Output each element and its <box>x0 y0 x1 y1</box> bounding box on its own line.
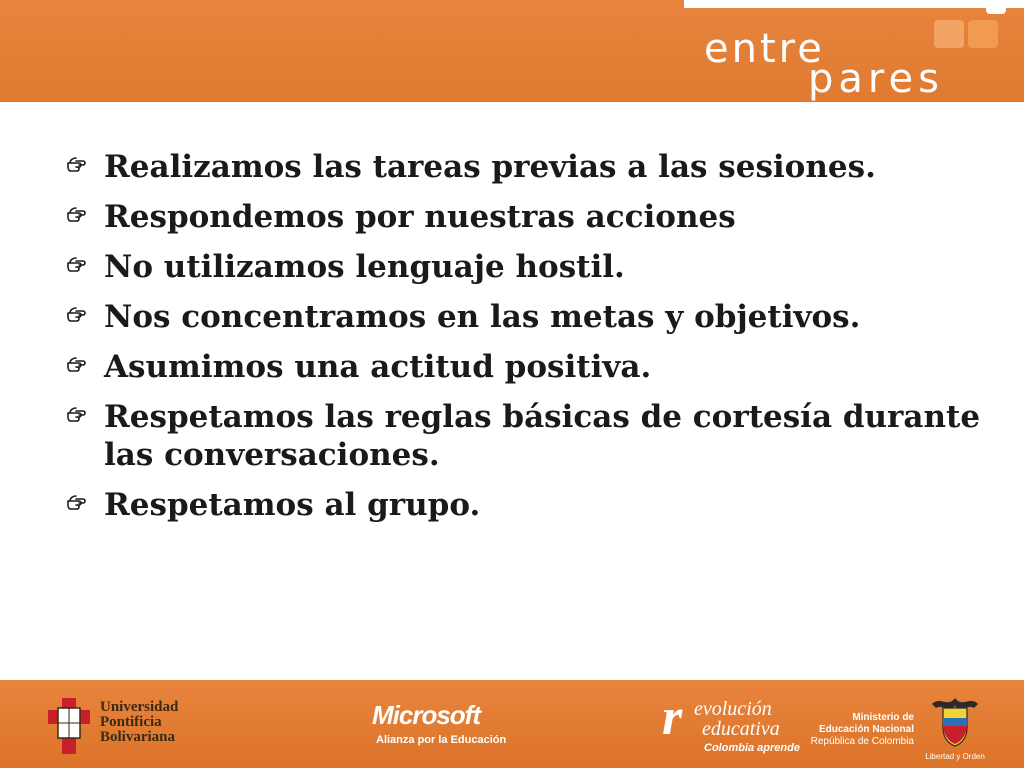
bullet-text: Asumimos una actitud positiva. <box>104 349 652 385</box>
logo-word-pares: pares <box>808 56 944 102</box>
revolucion-logo-line2: educativa <box>702 718 780 740</box>
microsoft-subtitle: Alianza por la Educación <box>376 734 507 746</box>
list-item <box>62 486 982 524</box>
upb-logo-text: Universidad Pontificia Bolivariana <box>100 699 179 745</box>
logo-white-tab <box>986 0 1006 14</box>
list-item <box>62 248 982 286</box>
microsoft-logo: Microsoft <box>372 700 480 730</box>
header-bar <box>0 0 1024 102</box>
pointing-hand-icon <box>66 252 90 276</box>
list-item <box>62 148 982 186</box>
list-item <box>62 298 982 336</box>
bullet-list <box>62 148 982 536</box>
pointing-hand-icon <box>66 402 90 426</box>
coat-of-arms-icon <box>928 694 982 752</box>
list-item <box>62 348 982 386</box>
list-item <box>62 398 982 474</box>
upb-crest-icon <box>44 696 94 756</box>
bullet-text: No utilizamos lenguaje hostil. <box>104 249 625 285</box>
pointing-hand-icon <box>66 302 90 326</box>
list-item <box>62 198 982 236</box>
bullet-text: Nos concentramos en las metas y objetivos. <box>104 299 861 335</box>
pointing-hand-icon <box>66 490 90 514</box>
revolucion-logo-letter: r <box>662 689 683 746</box>
coat-of-arms-motto: Libertad y Orden <box>925 752 985 761</box>
revolucion-subtitle: Colombia aprende <box>704 742 800 754</box>
bullet-text: Respondemos por nuestras acciones <box>104 199 736 235</box>
pointing-hand-icon <box>66 352 90 376</box>
pointing-hand-icon <box>66 202 90 226</box>
bullet-text: Respetamos las reglas básicas de cortesía durante las conversaciones. <box>104 399 981 473</box>
bullet-text: Respetamos al grupo. <box>104 487 481 523</box>
ministerio-logo-text: Ministerio de Educación Nacional República de Colombia <box>810 712 914 747</box>
bullet-text: Realizamos las tareas previas a las sesiones. <box>104 149 876 185</box>
pointing-hand-icon <box>66 152 90 176</box>
revolucion-logo-line1: evolución <box>694 698 772 720</box>
header-notch <box>684 0 1024 8</box>
footer-bar <box>0 680 1024 768</box>
logo-word-entre: entre <box>704 26 825 72</box>
logo-squares-icon <box>934 16 1004 50</box>
